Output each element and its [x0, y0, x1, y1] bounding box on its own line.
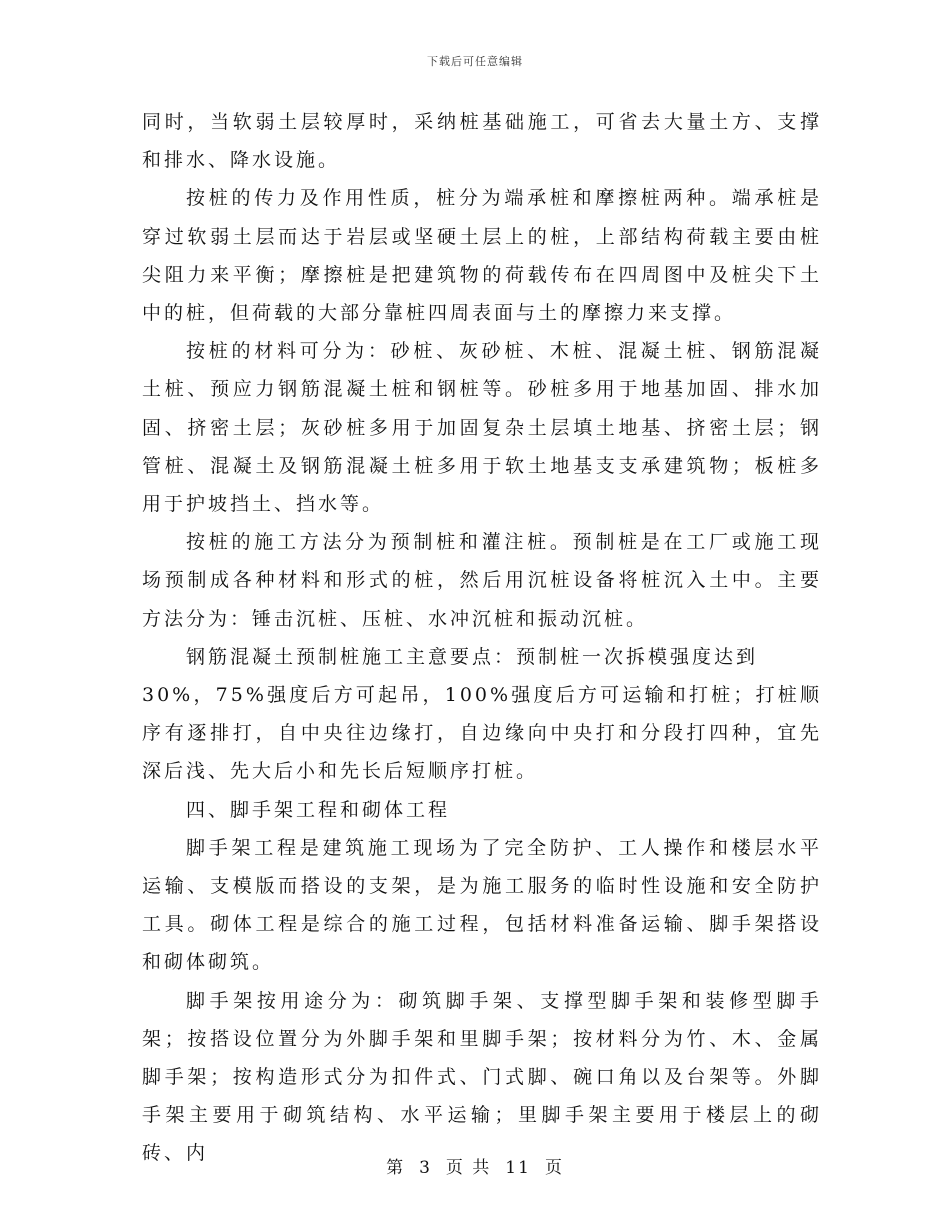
paragraph-7: 脚手架工程是建筑施工现场为了完全防护、工人操作和楼层水平运输、支模版而搭设的支架，是为施工服务的临时性设施和安全防护工具。砌体工程是综合的施工过程，包括材料准备运输、脚手架搭设和砌体砌筑。 [142, 836, 822, 974]
page-header: 下载后可任意编辑 [427, 55, 523, 68]
footer-page-number: 3 [419, 1158, 432, 1178]
paragraph-5: 钢筋混凝土预制桩施工主意要点：预制桩一次拆模强度达到 [186, 645, 759, 668]
page-footer [0, 1153, 950, 1178]
section-heading: 四、脚手架工程和砌体工程 [186, 798, 451, 821]
paragraph-4: 按桩的施工方法分为预制桩和灌注桩。预制桩是在工厂或施工现场预制成各种材料和形式的桩，然后用沉桩设备将桩沉入土中。主要方法分为：锤击沉桩、压桩、水冲沉桩和振动沉桩。 [142, 531, 822, 630]
footer-prefix: 第 [386, 1158, 406, 1178]
paragraph-1: 同时，当软弱土层较厚时，采纳桩基础施工，可省去大量土方、支撑和排水、降水设施。 [142, 111, 822, 172]
paragraph-3: 按桩的材料可分为：砂桩、灰砂桩、木桩、混凝土桩、钢筋混凝土桩、预应力钢筋混凝土桩和钢桩等。砂桩多用于地基加固、排水加固、挤密土层；灰砂桩多用于加固复杂土层填土地基、挤密土层；钢管桩、混凝土及钢筋混凝土桩多用于软土地基支支承建筑物；板桩多用于护坡挡土、挡水等。 [142, 340, 822, 516]
paragraph-6: 30%，75%强度后方可起吊，100%强度后方可运输和打桩；打桩顺序有逐排打，自中央往边缘打，自边缘向中央打和分段打四种，宜先深后浅、先大后小和先长后短顺序打桩。 [142, 684, 822, 783]
footer-total-pages: 11 [505, 1158, 531, 1178]
paragraph-8: 脚手架按用途分为：砌筑脚手架、支撑型脚手架和装修型脚手架；按搭设位置分为外脚手架和里脚手架；按材料分为竹、木、金属脚手架；按构造形式分为扣件式、门式脚、碗口角以及台架等。外脚手架主要用于砌筑结构、水平运输；里脚手架主要用于楼层上的砌砖、内 [142, 989, 822, 1165]
footer-middle: 页 共 [445, 1158, 492, 1178]
paragraph-2: 按桩的传力及作用性质，桩分为端承桩和摩擦桩两种。端承桩是穿过软弱土层而达于岩层或坚硬土层上的桩，上部结构荷载主要由桩尖阻力来平衡；摩擦桩是把建筑物的荷载传布在四周图中及桩尖下土中的桩，但荷载的大部分靠桩四周表面与土的摩擦力来支撑。 [142, 187, 822, 325]
footer-suffix: 页 [544, 1158, 564, 1178]
document-body [142, 103, 822, 1173]
